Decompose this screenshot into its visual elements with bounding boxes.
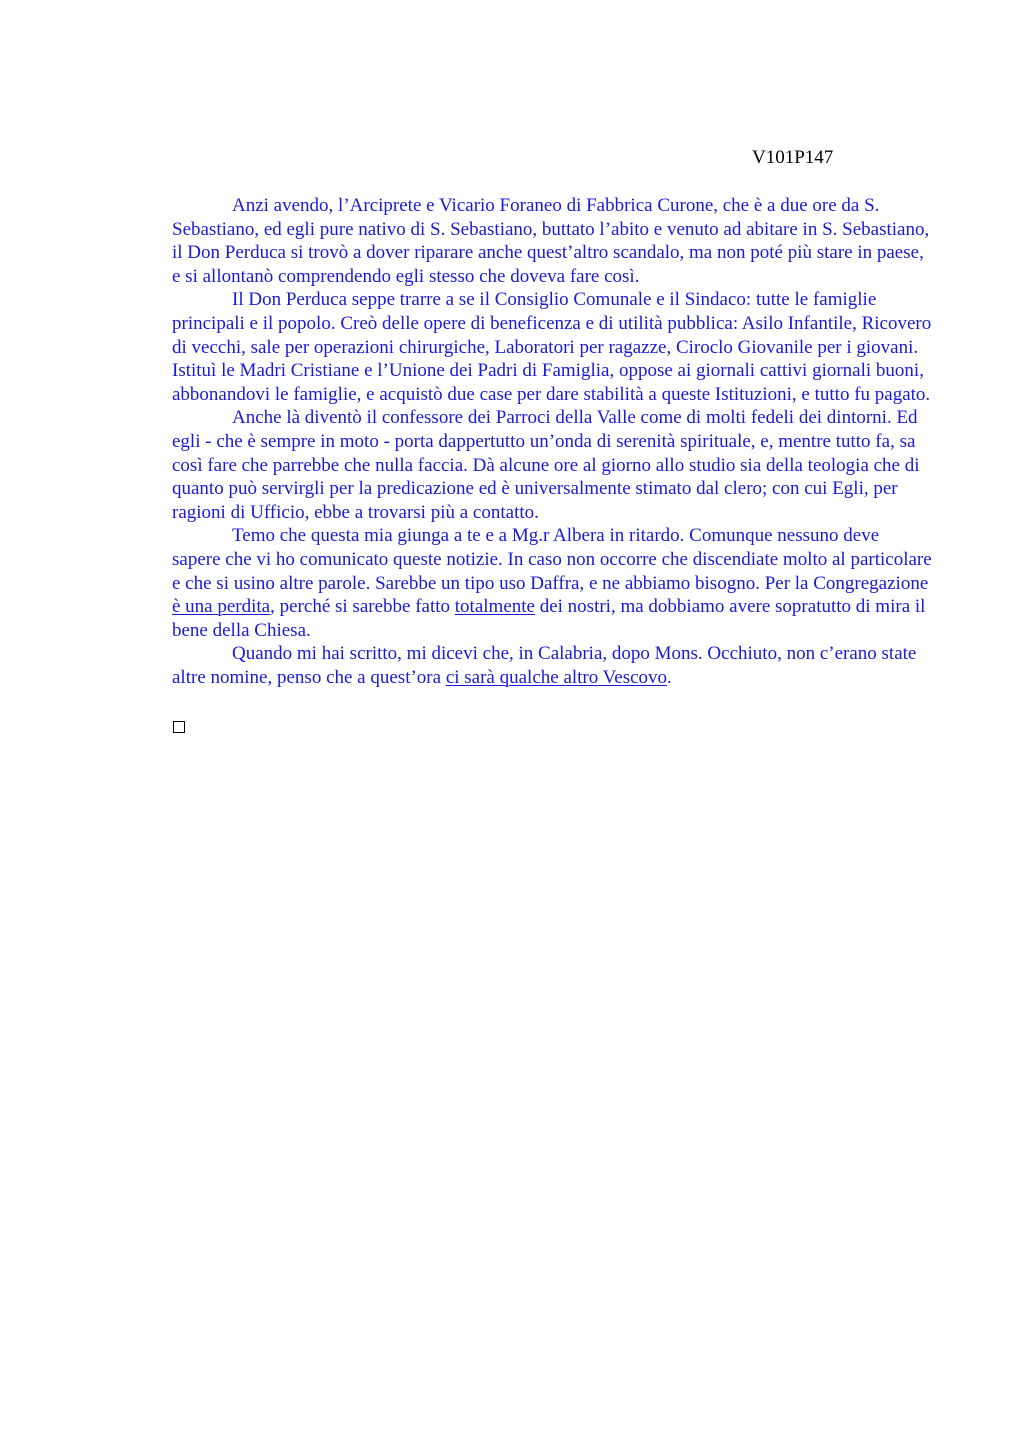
- text-segment: Il Don Perduca seppe trarre a se il Consiglio Comunale e il Sindaco: tutte le famiglie principali e il popolo. Creò delle opere di beneficenza e di utilità pubblica: Asilo Infantile, Ricovero di vecchi, sale per operazioni chirurgiche, Laboratori per ragazze, Ciroclo Giovanile per i giovani. Istituì le Madri Cristiane e l’Unione dei Padri di Famiglia, oppose ai giornali cattivi giornali buoni, abbonandovi le famiglie, e acquistò due case per dare stabilità a queste Istituzioni, e tutto fu pagato.: [172, 289, 932, 405]
- text-segment: Temo che questa mia giunga a te e a Mg.r Albera in ritardo. Comunque nessuno deve sapere che vi ho comunicato queste notizie. In caso non occorre che discendiate molto al particolare e che si usino altre parole. Sarebbe un tipo uso Daffra, e ne abbiamo bisogno. Per la Congregazione: [172, 525, 932, 594]
- underlined-text: è una perdita: [172, 596, 271, 618]
- text-segment: , perché si sarebbe fatto: [270, 596, 455, 618]
- paragraph: [172, 288, 932, 406]
- page-identifier: V101P147: [752, 147, 834, 168]
- underlined-text: totalmente: [454, 596, 535, 618]
- end-marker-box: [173, 721, 185, 733]
- paragraph: [172, 642, 932, 689]
- text-segment: Anzi avendo, l’Arciprete e Vicario Foraneo di Fabbrica Curone, che è a due ore da S. Sebastiano, ed egli pure nativo di S. Sebastiano, buttato l’abito e venuto ad abitare in S. Sebastiano, il Don Perduca si trovò a dover riparare anche quest’altro scandalo, ma non poté più stare in paese, e si allontanò comprendendo egli stesso che doveva fare così.: [172, 195, 930, 287]
- text-segment: Quando mi hai scritto, mi dicevi che, in Calabria, dopo Mons. Occhiuto, non c’erano state altre nomine, penso che a quest’ora: [172, 643, 917, 688]
- paragraph: [172, 194, 932, 288]
- underlined-text: ci sarà qualche altro Vescovo: [445, 666, 668, 688]
- paragraph: [172, 406, 932, 524]
- text-segment: dei nostri, ma dobbiamo avere sopratutto di mira il bene della Chiesa.: [172, 596, 926, 641]
- text-segment: .: [667, 666, 672, 688]
- text-segment: Anche là diventò il confessore dei Parroci della Valle come di molti fedeli dei dintorni. Ed egli - che è sempre in moto - porta dappertutto un’onda di serenità spirituale, e, mentre tutto fa, sa così fare che parrebbe che nulla faccia. Dà alcune ore al giorno allo studio sia della teologia che di quanto può servirgli per la predicazione ed è universalmente stimato dal clero; con cui Egli, per ragioni di Ufficio, ebbe a trovarsi più a contatto.: [172, 407, 920, 523]
- paragraph: [172, 524, 932, 642]
- letter-body: [172, 194, 932, 689]
